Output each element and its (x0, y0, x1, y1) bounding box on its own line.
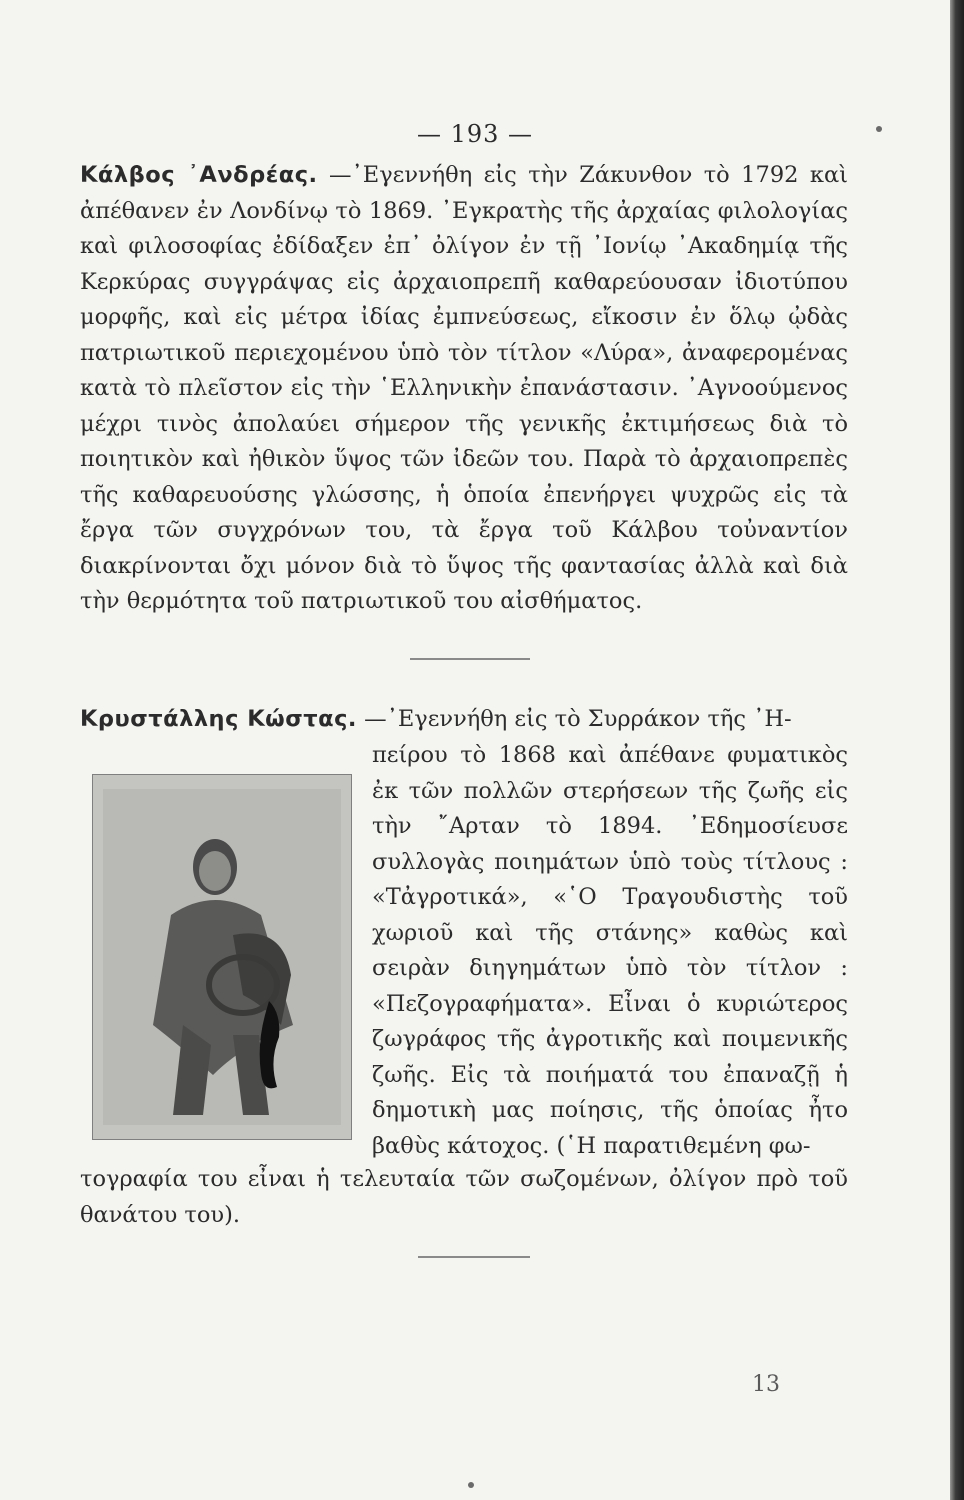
entry-krystallis-heading (80, 702, 848, 738)
section-divider-2 (418, 1256, 530, 1258)
entry-krystallis-text-bottom: τογραφία του εἶναι ἡ τελευταία τῶν σωζομένων, ὀλίγον πρὸ τοῦ θανάτου του). (80, 1166, 848, 1228)
page-number: — 193 — (416, 120, 534, 148)
page-edge (950, 0, 964, 1500)
ink-speck (468, 1482, 474, 1488)
portrait-photo-icon (93, 775, 351, 1139)
signature-mark: 13 (752, 1372, 780, 1397)
portrait-photo (92, 774, 352, 1140)
entry-krystallis-name: Κρυστάλλης Κώστας. (80, 706, 357, 732)
entry-krystallis-text-right: πείρου τὸ 1868 καὶ ἀπέθανε φυματικὸς ἐκ τῶν πολλῶν στερήσεων τῆς ζωῆς εἰς τὴν ῎Αρταν τὸ 1894. ᾿Εδημοσίευσε συλλογὰς ποιημάτων ὑπὸ τοὺς τίτλους : «Τἀγροτικά», «῾Ο Τραγουδιστὴς τοῦ χωριοῦ καὶ τῆς στάνης» καθὼς καὶ σειρὰν διηγημάτων ὑπὸ τὸν τίτλον : «Πεζογραφήματα». Εἶναι ὁ κυριώτερος ζωγράφος τῆς ἀγροτικῆς καὶ ποιμενικῆς ζωῆς. Εἰς τὰ ποιήματά του ἐπαναζῇ ἡ δημοτικὴ μας ποίησις, τῆς ὁποίας ἦτο βαθὺς κάτοχος. (῾Η παρατιθεμένη φω- (372, 742, 848, 1159)
entry-kalvos (80, 158, 848, 620)
entry-kalvos-name: Κάλβος ᾿Ανδρέας. (80, 162, 318, 188)
section-divider-1 (410, 658, 530, 660)
entry-kalvos-text: —᾿Εγεννήθη εἰς τὴν Ζάκυνθον τὸ 1792 καὶ ἀπέθανεν ἐν Λονδίνῳ τὸ 1869. ᾿Εγκρατὴς τῆς ἀρχαίας φιλολογίας καὶ φιλοσοφίας ἐδίδαξεν ἐπ᾿ ὀλίγον ἐν τῇ ᾿Ιονίῳ ᾿Ακαδημίᾳ τῆς Κερκύρας συγγράψας εἰς ἀρχαιοπρεπῆ καθαρεύουσαν ἰδιοτύπου μορφῆς, καὶ εἰς μέτρα ἰδίας ἐμπνεύσεως, εἴκοσιν ἐν ὅλῳ ᾠδὰς πατριωτικοῦ περιεχομένου ὑπὸ τὸν τίτλον «Λύρα», ἀναφερομένας κατὰ τὸ πλεῖστον εἰς τὴν ῾Ελληνικὴν ἐπανάστασιν. ᾿Αγνοούμενος μέχρι τινὸς ἀπολαύει σήμερον τῆς γενικῆς ἐκτιμήσεως διὰ τὸ ποιητικὸν καὶ ἠθικὸν ὕψος τῶν ἰδεῶν του. Παρὰ τὸ ἀρχαιοπρεπὲς τῆς καθαρευούσης γλώσσης, ἡ ὁποία ἐπενήργει ψυχρῶς εἰς τὰ ἔργα τῶν συγχρόνων του, τὰ ἔργα τοῦ Κάλβου τοὐναντίον διακρίνονται ὄχι μόνον διὰ τὸ ὕψος τῆς φαντασίας ἀλλὰ καὶ διὰ τὴν θερμότητα τοῦ πατριωτικοῦ του αἰσθήματος. (80, 162, 848, 614)
ink-speck (876, 126, 882, 132)
entry-krystallis-text-top: —᾿Εγεννήθη εἰς τὸ Συρράκον τῆς ᾿Η- (356, 706, 792, 732)
